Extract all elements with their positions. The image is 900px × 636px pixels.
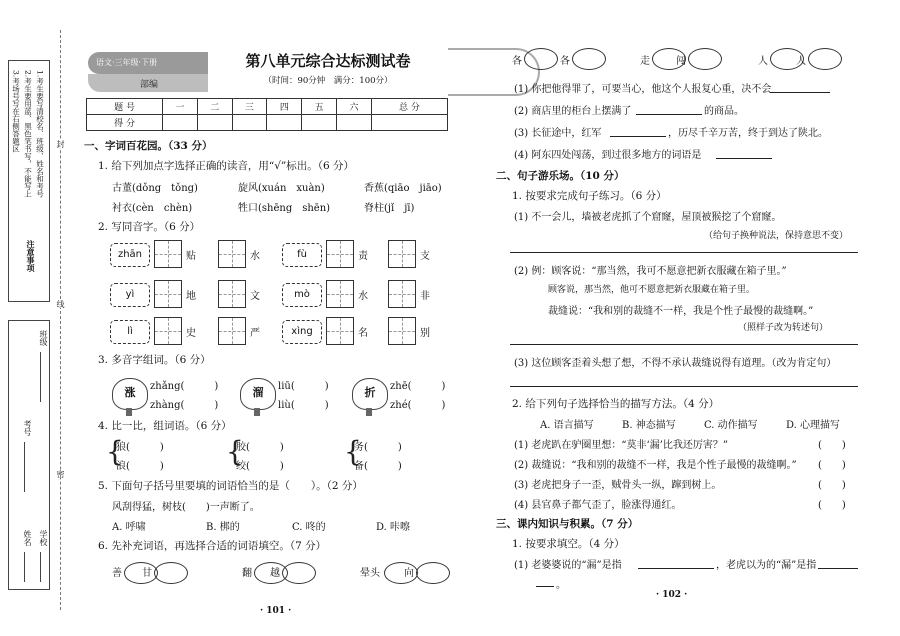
grid-char: 责: [358, 251, 368, 262]
idiom-char: 人: [758, 56, 768, 67]
compare-word[interactable]: 务( ): [354, 442, 402, 453]
fill-sentence-3-end: ，历尽千辛万苦，终于到达了陕北。: [668, 128, 828, 139]
question-2: 2. 写同音字。（6 分）: [98, 221, 201, 233]
page-number-left: · 101 ·: [260, 606, 292, 616]
method-option[interactable]: C. 动作描写: [704, 420, 758, 431]
polyphone-word[interactable]: zhē( ): [390, 381, 446, 392]
number-field[interactable]: [24, 442, 25, 492]
line-label: 线: [56, 300, 65, 308]
idiom-char: 走: [640, 56, 650, 67]
class-field[interactable]: [40, 352, 41, 402]
grid-char: 支: [420, 251, 430, 262]
write-grid[interactable]: [326, 317, 354, 345]
notes-label: 注意事项: [26, 240, 36, 272]
section-2-heading: 二、句子游乐场。（10 分）: [496, 170, 625, 182]
table-cell: 六: [337, 99, 372, 115]
pinyin-bubble: zhān: [110, 243, 150, 267]
grid-char: 水: [250, 251, 260, 262]
q5-option[interactable]: C. 咚的: [292, 522, 326, 533]
polyphone-word[interactable]: liù( ): [278, 400, 329, 411]
tree-trunk: [254, 408, 260, 416]
q1-item[interactable]: 香蕉(qiāo jiāo): [364, 183, 442, 194]
answer-blank[interactable]: [610, 136, 666, 137]
answer-paren[interactable]: ( ): [818, 440, 846, 451]
grid-char: 文: [250, 291, 260, 302]
q1-item[interactable]: 旋风(xuán xuàn): [238, 183, 325, 194]
answer-paren[interactable]: ( ): [818, 480, 846, 491]
fill-sentence-3: (3) 长征途中，红军: [514, 128, 602, 139]
table-cell: 二: [197, 99, 232, 115]
polyphone-tree: 折: [352, 378, 388, 410]
tree-trunk: [126, 408, 132, 416]
polyphone-word[interactable]: zhàng( ): [150, 400, 219, 411]
idiom-blank[interactable]: [124, 562, 158, 584]
brace-icon: {: [106, 435, 124, 468]
school-field[interactable]: [40, 552, 41, 582]
answer-paren[interactable]: ( ): [818, 500, 846, 511]
idiom-char: 各: [560, 56, 570, 67]
polyphone-tree: 涨: [112, 378, 148, 410]
table-cell: 题 号: [87, 99, 163, 115]
table-cell: 三: [232, 99, 267, 115]
fill-sentence-2: (2) 商店里的柜台上摆满了: [514, 106, 632, 117]
pinyin-bubble: mò: [282, 283, 322, 307]
idiom-char: 越: [270, 568, 280, 579]
sentence-2-note: （照样子改为转述句）: [738, 323, 829, 333]
idiom-blank[interactable]: [808, 48, 842, 70]
table-row: [87, 99, 448, 115]
q5-option[interactable]: A. 呼啸: [112, 522, 146, 533]
grid-char: 地: [186, 291, 196, 302]
score-cell[interactable]: [337, 115, 372, 131]
write-grid[interactable]: [388, 240, 416, 268]
answer-blank[interactable]: [770, 92, 830, 93]
field-label-name: 姓名: [23, 530, 32, 546]
method-item: (4) 县官鼻子都气歪了，脸涨得通红。: [514, 500, 682, 511]
idiom-char: 人: [796, 56, 806, 67]
page-number-right: · 102 ·: [656, 590, 688, 600]
polyphone-word[interactable]: zhé( ): [390, 400, 446, 411]
sentence-2-example-b: 顾客说，那当然，他可不愿意把新衣服藏在箱子里。: [548, 285, 756, 295]
idiom-blank[interactable]: [154, 562, 188, 584]
sentence-question-1: 1. 按要求完成句子练习。（6 分）: [512, 190, 667, 202]
question-6: 6. 先补充词语，再选择合适的词语填空。（7 分）: [98, 540, 327, 552]
write-grid[interactable]: [218, 317, 246, 345]
fill-sentence-2-end: 的商品。: [704, 106, 744, 117]
mi-label: 密: [56, 470, 65, 478]
q5-sentence: 风刮得猛，树枝( )一声断了。: [112, 502, 260, 513]
question-3: 3. 多音字组词。（6 分）: [98, 354, 211, 366]
table-cell: 四: [267, 99, 302, 115]
answer-blank[interactable]: [716, 158, 772, 159]
method-option[interactable]: D. 心理描写: [786, 420, 841, 431]
sentence-1-note: （给句子换种说法，保持意思不变）: [704, 231, 849, 241]
polyphone-word[interactable]: zhǎng( ): [150, 381, 219, 392]
idiom-char: 向: [404, 568, 414, 579]
pinyin-bubble: xìng: [282, 320, 322, 344]
score-cell[interactable]: [163, 115, 198, 131]
field-label-school: 学校: [39, 530, 48, 546]
question-5: 5. 下面句子括号里要填的词语恰当的是（ ）。（2 分）: [98, 480, 363, 492]
write-grid[interactable]: [154, 280, 182, 308]
page-subtitle: （时间：90分钟 满分：100分）: [263, 76, 393, 86]
q1-item[interactable]: 牲口(shēng shēn): [238, 203, 331, 214]
pinyin-bubble: fù: [282, 243, 322, 267]
score-table: [86, 98, 448, 131]
write-grid[interactable]: [218, 240, 246, 268]
binding-strip: [0, 0, 80, 636]
table-row: [87, 115, 448, 131]
idiom-char: 甘: [142, 568, 152, 579]
method-option[interactable]: A. 语言描写: [540, 420, 594, 431]
write-grid[interactable]: [388, 280, 416, 308]
compare-word[interactable]: 绞( ): [236, 461, 284, 472]
grid-char: 名: [358, 328, 368, 339]
idiom-char: 各: [512, 56, 522, 67]
score-cell[interactable]: [267, 115, 302, 131]
knowledge-item-1: (1) 老婆婆说的“漏”是指: [514, 560, 622, 571]
compare-word[interactable]: 备( ): [354, 461, 402, 472]
idiom-blank[interactable]: [416, 562, 450, 584]
knowledge-question-1: 1. 按要求填空。（4 分）: [512, 538, 625, 550]
idiom-char: 善: [112, 568, 122, 579]
idiom-blank[interactable]: [688, 48, 722, 70]
grid-char: 水: [358, 291, 368, 302]
note-line-3: 3.考场号写在右侧答题区: [11, 70, 21, 153]
idiom-blank[interactable]: [524, 48, 558, 70]
answer-blank[interactable]: [638, 568, 714, 569]
score-cell[interactable]: [302, 115, 337, 131]
pinyin-bubble: yì: [110, 283, 150, 307]
subject-tag: 语文·三年级·下册: [88, 52, 208, 74]
method-item: (2) 裁缝说：“我和别的裁缝不一样，我是个性子最慢的裁缝啊。”: [514, 460, 797, 471]
write-grid[interactable]: [218, 280, 246, 308]
compare-word[interactable]: 浪( ): [116, 461, 164, 472]
compare-word[interactable]: 胶( ): [236, 442, 284, 453]
write-grid[interactable]: [388, 317, 416, 345]
brace-icon: {: [226, 435, 244, 468]
score-cell[interactable]: [197, 115, 232, 131]
field-label-number: 考号: [23, 420, 32, 436]
tree-trunk: [366, 408, 372, 416]
score-cell[interactable]: [232, 115, 267, 131]
table-cell: 总 分: [371, 99, 447, 115]
section-1-heading: 一、字词百花园。（33 分）: [84, 140, 213, 152]
method-item: (3) 老虎把身子一歪，贼骨头一纵，蹿到树上。: [514, 480, 722, 491]
grid-char: 贴: [186, 251, 196, 262]
q5-option[interactable]: B. 梆的: [206, 522, 240, 533]
grid-char: 别: [420, 328, 430, 339]
idiom-char: 闯: [676, 56, 686, 67]
q1-item[interactable]: 古董(dǒng tǒng): [112, 183, 198, 194]
score-cell[interactable]: [371, 115, 447, 131]
info-box: [8, 320, 50, 590]
sentence-3: (3) 这位顾客歪着头想了想，不得不承认裁缝说得有道理。（改为肯定句）: [514, 358, 837, 369]
q5-option[interactable]: D. 咔嚓: [376, 522, 411, 533]
table-cell: 得 分: [87, 115, 163, 131]
idiom-char: 晕头: [360, 568, 380, 579]
name-field[interactable]: [24, 552, 25, 582]
table-cell: 五: [302, 99, 337, 115]
answer-line[interactable]: [510, 252, 858, 253]
write-grid[interactable]: [154, 317, 182, 345]
write-grid[interactable]: [326, 240, 354, 268]
seal-label: 封: [56, 140, 65, 148]
brace-icon: {: [344, 435, 362, 468]
binding-dashed-line: [60, 30, 61, 610]
page-title: 第八单元综合达标测试卷: [245, 52, 411, 70]
knowledge-item-1-mid: ，老虎以为的“漏”是指: [716, 560, 817, 571]
edition-tag: 部编: [88, 74, 208, 92]
method-option[interactable]: B. 神态描写: [622, 420, 676, 431]
fill-sentence-1: (1) 你把他得罪了，可要当心，他这个人报复心重，决不会: [514, 84, 772, 95]
header-banner: [88, 48, 448, 92]
idiom-blank[interactable]: [282, 562, 316, 584]
question-1: 1. 给下列加点字选择正确的读音，用“√”标出。（6 分）: [98, 160, 355, 172]
field-label-class: 班级: [39, 330, 48, 346]
q1-item[interactable]: 衬衣(cèn chèn): [112, 203, 193, 214]
answer-line[interactable]: [510, 386, 858, 387]
answer-blank[interactable]: [636, 114, 702, 115]
write-grid[interactable]: [326, 280, 354, 308]
method-item: (1) 老虎趴在驴圈里想：“莫非‘漏’比我还厉害？”: [514, 440, 728, 451]
polyphone-tree: 溜: [240, 378, 276, 410]
pinyin-bubble: lì: [110, 320, 150, 344]
fill-sentence-4: (4) 阿东四处闯荡，到过很多地方的词语是: [514, 150, 702, 161]
grid-char: 非: [420, 291, 430, 302]
section-3-heading: 三、课内知识与积累。（7 分）: [496, 518, 639, 530]
answer-blank[interactable]: [818, 568, 858, 569]
write-grid[interactable]: [154, 240, 182, 268]
sentence-question-2: 2. 给下列句子选择恰当的描写方法。（4 分）: [512, 398, 720, 410]
table-cell: 一: [163, 99, 198, 115]
grid-char: 严: [250, 328, 260, 339]
note-line-2: 2.考生要用蓝、黑色笔书写，不能写上: [23, 70, 33, 198]
sentence-1: (1) 不一会儿，墙被老虎抓了个窟窿，屋顶被猴挖了个窟窿。: [514, 212, 782, 223]
compare-word[interactable]: 狼( ): [116, 442, 164, 453]
knowledge-item-1-end: 。: [556, 580, 566, 591]
answer-paren[interactable]: ( ): [818, 460, 846, 471]
note-line-1: 1.考生要写清校名、班级、姓名和考号: [35, 70, 45, 198]
sentence-2-prompt: 裁缝说：“我和别的裁缝不一样，我是个性子最慢的裁缝啊。”: [548, 306, 814, 317]
idiom-char: 翻: [242, 568, 252, 579]
polyphone-word[interactable]: liū( ): [278, 381, 329, 392]
grid-char: 史: [186, 328, 196, 339]
question-4: 4. 比一比，组词语。（6 分）: [98, 420, 232, 432]
answer-line[interactable]: [510, 344, 858, 345]
idiom-blank[interactable]: [572, 48, 606, 70]
answer-blank[interactable]: [536, 586, 554, 587]
sentence-2-example: (2) 例：顾客说：“那当然，我可不愿意把新衣服藏在箱子里。”: [514, 266, 787, 277]
q1-item[interactable]: 脊柱(jǐ jī): [364, 203, 415, 214]
